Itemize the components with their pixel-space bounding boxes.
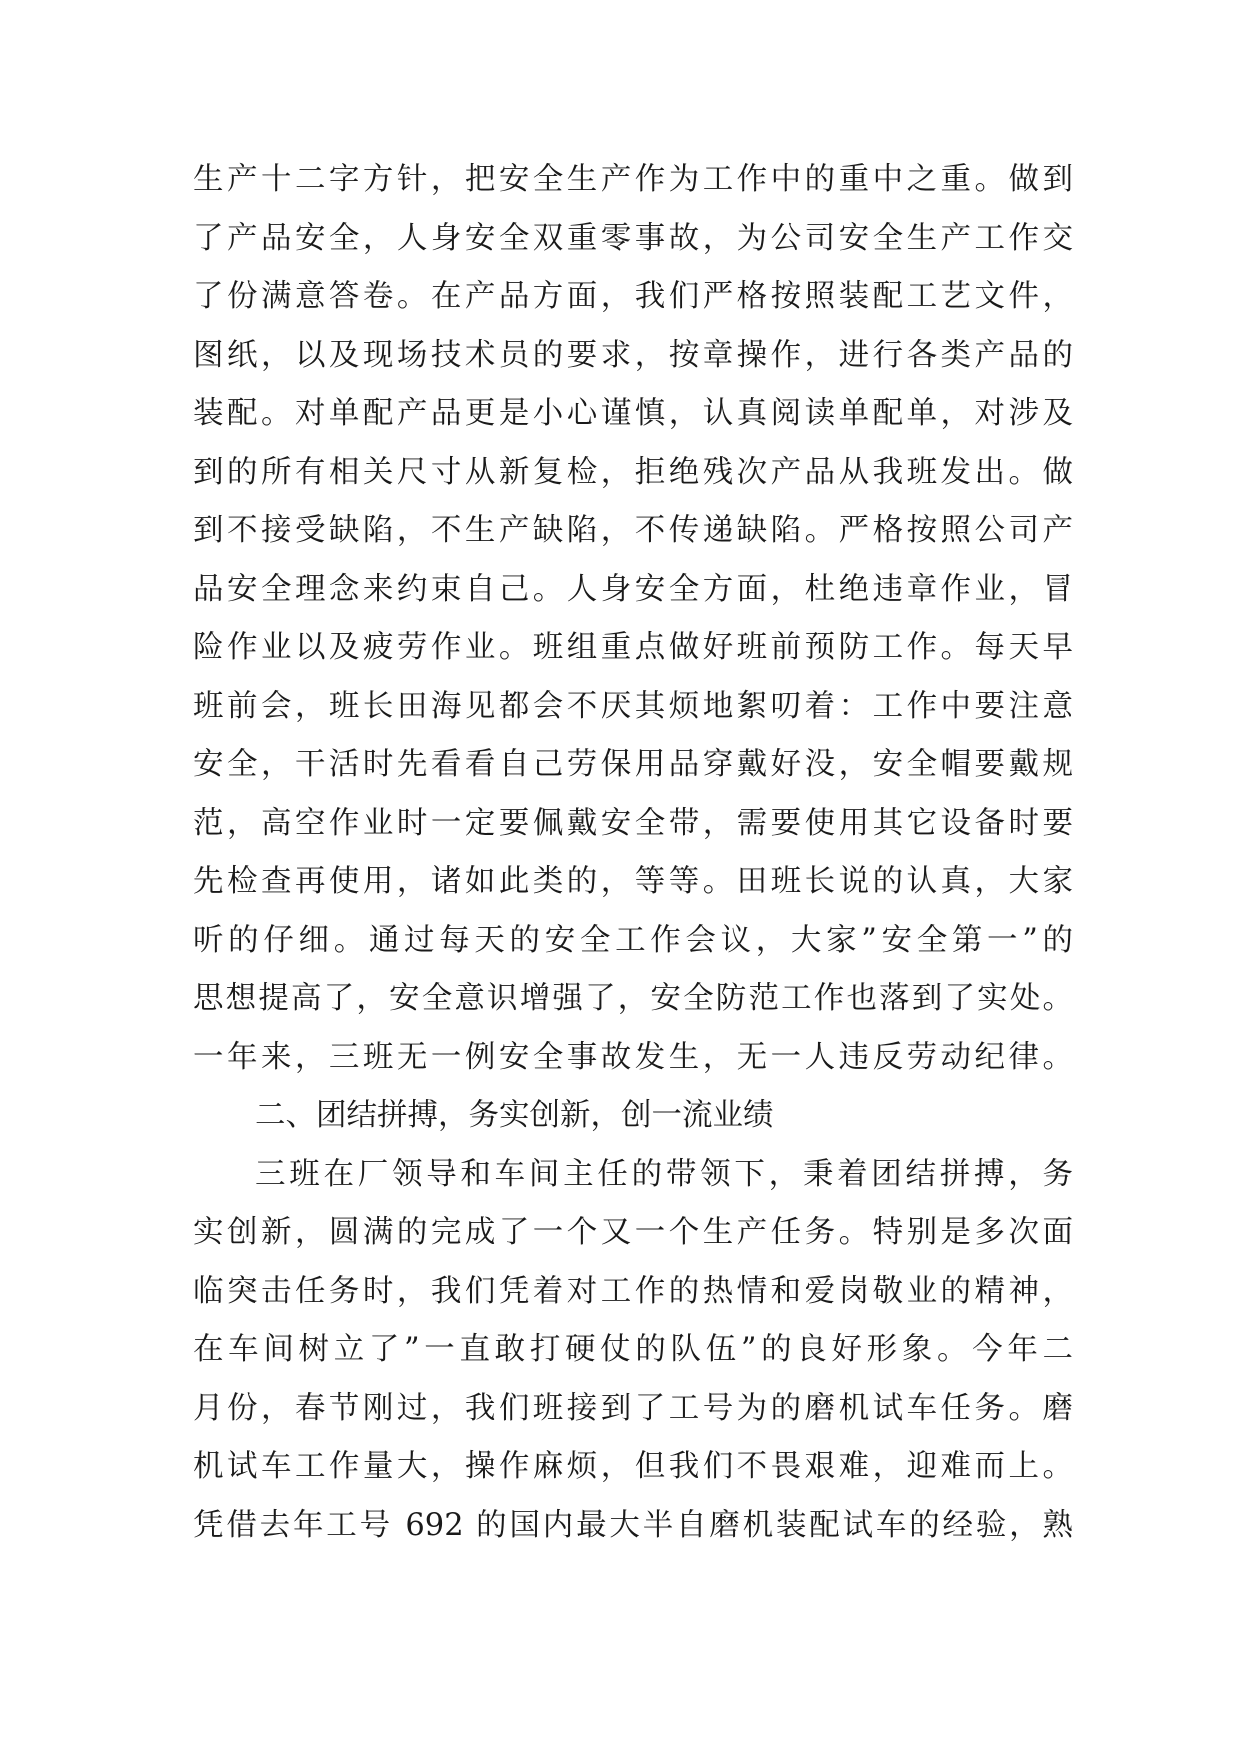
text-line: 生产十二字方针，把安全生产作为工作中的重中之重。做到: [193, 162, 1073, 197]
text-line: 装配。对单配产品更是小心谨慎，认真阅读单配单，对涉及: [193, 396, 1073, 431]
body-text: [193, 151, 1073, 1555]
text-line: 了份满意答卷。在产品方面，我们严格按照装配工艺文件，: [193, 279, 1073, 314]
text-line: 思想提高了，安全意识增强了，安全防范工作也落到了实处。: [193, 981, 1073, 1016]
text-line: 在车间树立了”一直敢打硬仗的队伍”的良好形象。今年二: [193, 1332, 1073, 1367]
text-line: 到的所有相关尺寸从新复检，拒绝残次产品从我班发出。做: [193, 454, 1073, 490]
text-line: 临突击任务时，我们凭着对工作的热情和爱岗敬业的精神，: [193, 1273, 1073, 1309]
section-heading: 二、团结拼搏，务实创新，创一流业绩: [255, 1098, 774, 1133]
text-line: 机试车工作量大，操作麻烦，但我们不畏艰难，迎难而上。: [193, 1449, 1073, 1484]
text-line: 三班在厂领导和车间主任的带领下，秉着团结拼搏，务: [255, 1156, 1073, 1192]
text-line: 安全，干活时先看看自己劳保用品穿戴好没，安全帽要戴规: [193, 747, 1073, 782]
text-line: 先检查再使用，诸如此类的，等等。田班长说的认真，大家: [193, 864, 1073, 899]
text-line: 班前会，班长田海见都会不厌其烦地絮叨着：工作中要注意: [193, 688, 1073, 724]
text-line: 了产品安全，人身安全双重零事故，为公司安全生产工作交: [193, 220, 1073, 256]
text-line: 险作业以及疲劳作业。班组重点做好班前预防工作。每天早: [193, 630, 1073, 665]
text-line: 一年来，三班无一例安全事故发生，无一人违反劳动纪律。: [193, 1039, 1073, 1075]
text-line: 听的仔细。通过每天的安全工作会议，大家”安全第一”的: [193, 922, 1073, 958]
text-line: 范，高空作业时一定要佩戴安全带，需要使用其它设备时要: [193, 805, 1073, 841]
text-line: 月份，春节刚过，我们班接到了工号为的磨机试车任务。磨: [193, 1390, 1073, 1426]
text-line: 实创新，圆满的完成了一个又一个生产任务。特别是多次面: [193, 1215, 1073, 1250]
text-line: 到不接受缺陷，不生产缺陷，不传递缺陷。严格按照公司产: [193, 513, 1073, 548]
text-line: 凭借去年工号 692 的国内最大半自磨机装配试车的经验，熟: [193, 1507, 1073, 1543]
text-line: 品安全理念来约束自己。人身安全方面，杜绝违章作业，冒: [193, 571, 1073, 607]
text-line: 图纸，以及现场技术员的要求，按章操作，进行各类产品的: [193, 337, 1073, 373]
